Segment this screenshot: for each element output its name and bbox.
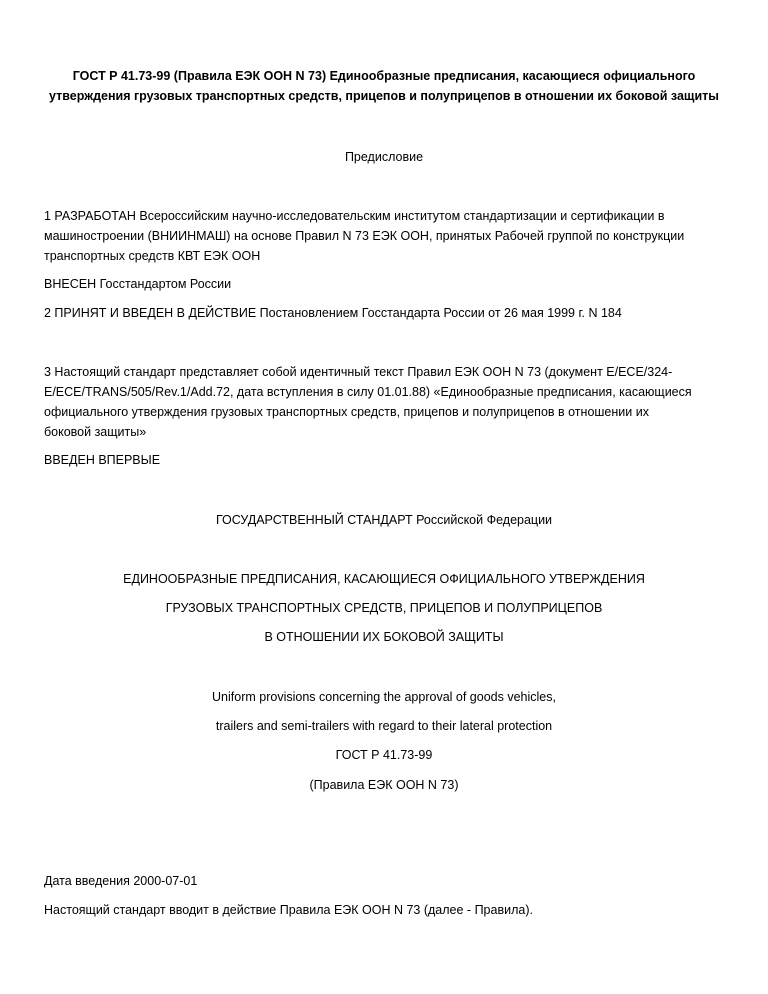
standard-regulation-code: (Правила ЕЭК ООН N 73) <box>309 778 459 792</box>
paragraph-identical-text <box>44 362 728 442</box>
paragraph-first-introduced: ВВЕДЕН ВПЕРВЫЕ <box>44 453 161 467</box>
paragraph-enactment: Настоящий стандарт вводит в действие Правила ЕЭК ООН N 73 (далее - Правила). <box>44 903 533 917</box>
paragraph-adopted: 2 ПРИНЯТ И ВВЕДЕН В ДЕЙСТВИЕ Постановлением Госстандарта России от 26 мая 1999 г. N 184 <box>44 306 622 320</box>
paragraph-identical-text-line-4: боковой защиты» <box>44 425 147 439</box>
russian-title-line-2: ГРУЗОВЫХ ТРАНСПОРТНЫХ СРЕДСТВ, ПРИЦЕПОВ И ПОЛУПРИЦЕПОВ <box>165 601 603 615</box>
preface-heading: Предисловие <box>344 150 424 164</box>
paragraph-identical-text-line-3: официального утверждения грузовых транспортных средств, прицепов и полуприцепов в отношении их <box>44 405 649 419</box>
paragraph-developed-by-line-1: 1 РАЗРАБОТАН Всероссийским научно-исследовательским институтом стандартизации и сертификации в <box>44 209 665 223</box>
effective-date: Дата введения 2000-07-01 <box>44 874 198 888</box>
paragraph-identical-text-line-2: E/ECE/TRANS/505/Rev.1/Add.72, дата вступления в силу 01.01.88) «Единообразные предписания, касающиеся <box>44 385 692 399</box>
document-title-line-1: ГОСТ Р 41.73-99 (Правила ЕЭК ООН N 73) Единообразные предписания, касающиеся официального <box>72 69 696 83</box>
document-title-line-2: утверждения грузовых транспортных средств, прицепов и полуприцепов в отношении их боковой защиты <box>49 89 719 103</box>
russian-title-line-1: ЕДИНООБРАЗНЫЕ ПРЕДПИСАНИЯ, КАСАЮЩИЕСЯ ОФИЦИАЛЬНОГО УТВЕРЖДЕНИЯ <box>123 572 645 586</box>
document-title <box>40 66 728 106</box>
paragraph-identical-text-line-1: 3 Настоящий стандарт представляет собой идентичный текст Правил ЕЭК ООН N 73 (документ E/ECE/324- <box>44 365 673 379</box>
english-title-line-2: trailers and semi-trailers with regard to their lateral protection <box>215 719 553 733</box>
russian-title-line-3: В ОТНОШЕНИИ ИХ БОКОВОЙ ЗАЩИТЫ <box>264 630 504 644</box>
paragraph-developed-by-line-3: транспортных средств КВТ ЕЭК ООН <box>44 249 261 263</box>
standard-code: ГОСТ Р 41.73-99 <box>335 748 433 762</box>
state-standard-heading: ГОСУДАРСТВЕННЫЙ СТАНДАРТ Российской Федерации <box>215 513 553 527</box>
english-title-line-1: Uniform provisions concerning the approval of goods vehicles, <box>212 690 556 704</box>
paragraph-introduced-by: ВНЕСЕН Госстандартом России <box>44 277 232 291</box>
paragraph-developed-by <box>44 206 728 266</box>
paragraph-developed-by-line-2: машиностроении (ВНИИНМАШ) на основе Правил N 73 ЕЭК ООН, принятых Рабочей группой по конструкции <box>44 229 685 243</box>
